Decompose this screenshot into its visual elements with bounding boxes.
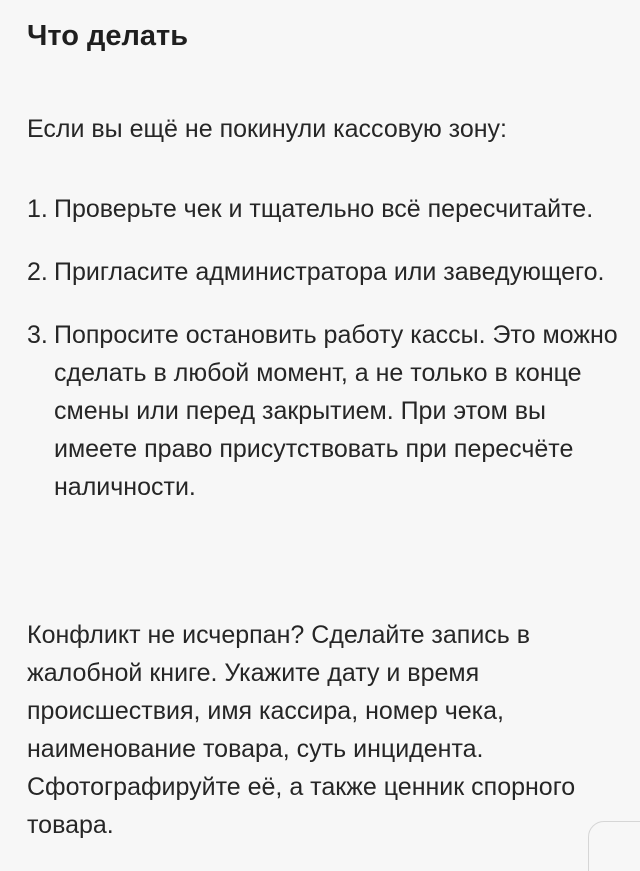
list-item-text: Проверьте чек и тщательно всё пересчитайте. [54, 195, 594, 223]
list-item [27, 316, 627, 506]
list-item-number: 1. [27, 195, 48, 223]
list-item-number: 3. [27, 321, 48, 349]
floating-action-button[interactable] [588, 821, 640, 871]
section-heading: Что делать [27, 20, 189, 52]
list-item [27, 190, 627, 228]
list-item [27, 253, 627, 291]
conclusion-paragraph: Конфликт не исчерпан? Сделайте запись в жалобной книге. Укажите дату и время происшествия, имя кассира, номер чека, наименование товара, суть инцидента. Сфотографируйте её, а также ценник спорного товара. [27, 621, 576, 839]
intro-paragraph: Если вы ещё не покинули кассовую зону: [27, 115, 508, 143]
list-item-text: Попросите остановить работу кассы. Это можно сделать в любой момент, а не только в конце смены или перед закрытием. При этом вы имеете право присутствовать при пересчёте наличности. [54, 321, 618, 501]
list-item-text: Пригласите администратора или заведующего. [54, 258, 605, 286]
steps-list [27, 190, 627, 531]
list-item-number: 2. [27, 258, 48, 286]
